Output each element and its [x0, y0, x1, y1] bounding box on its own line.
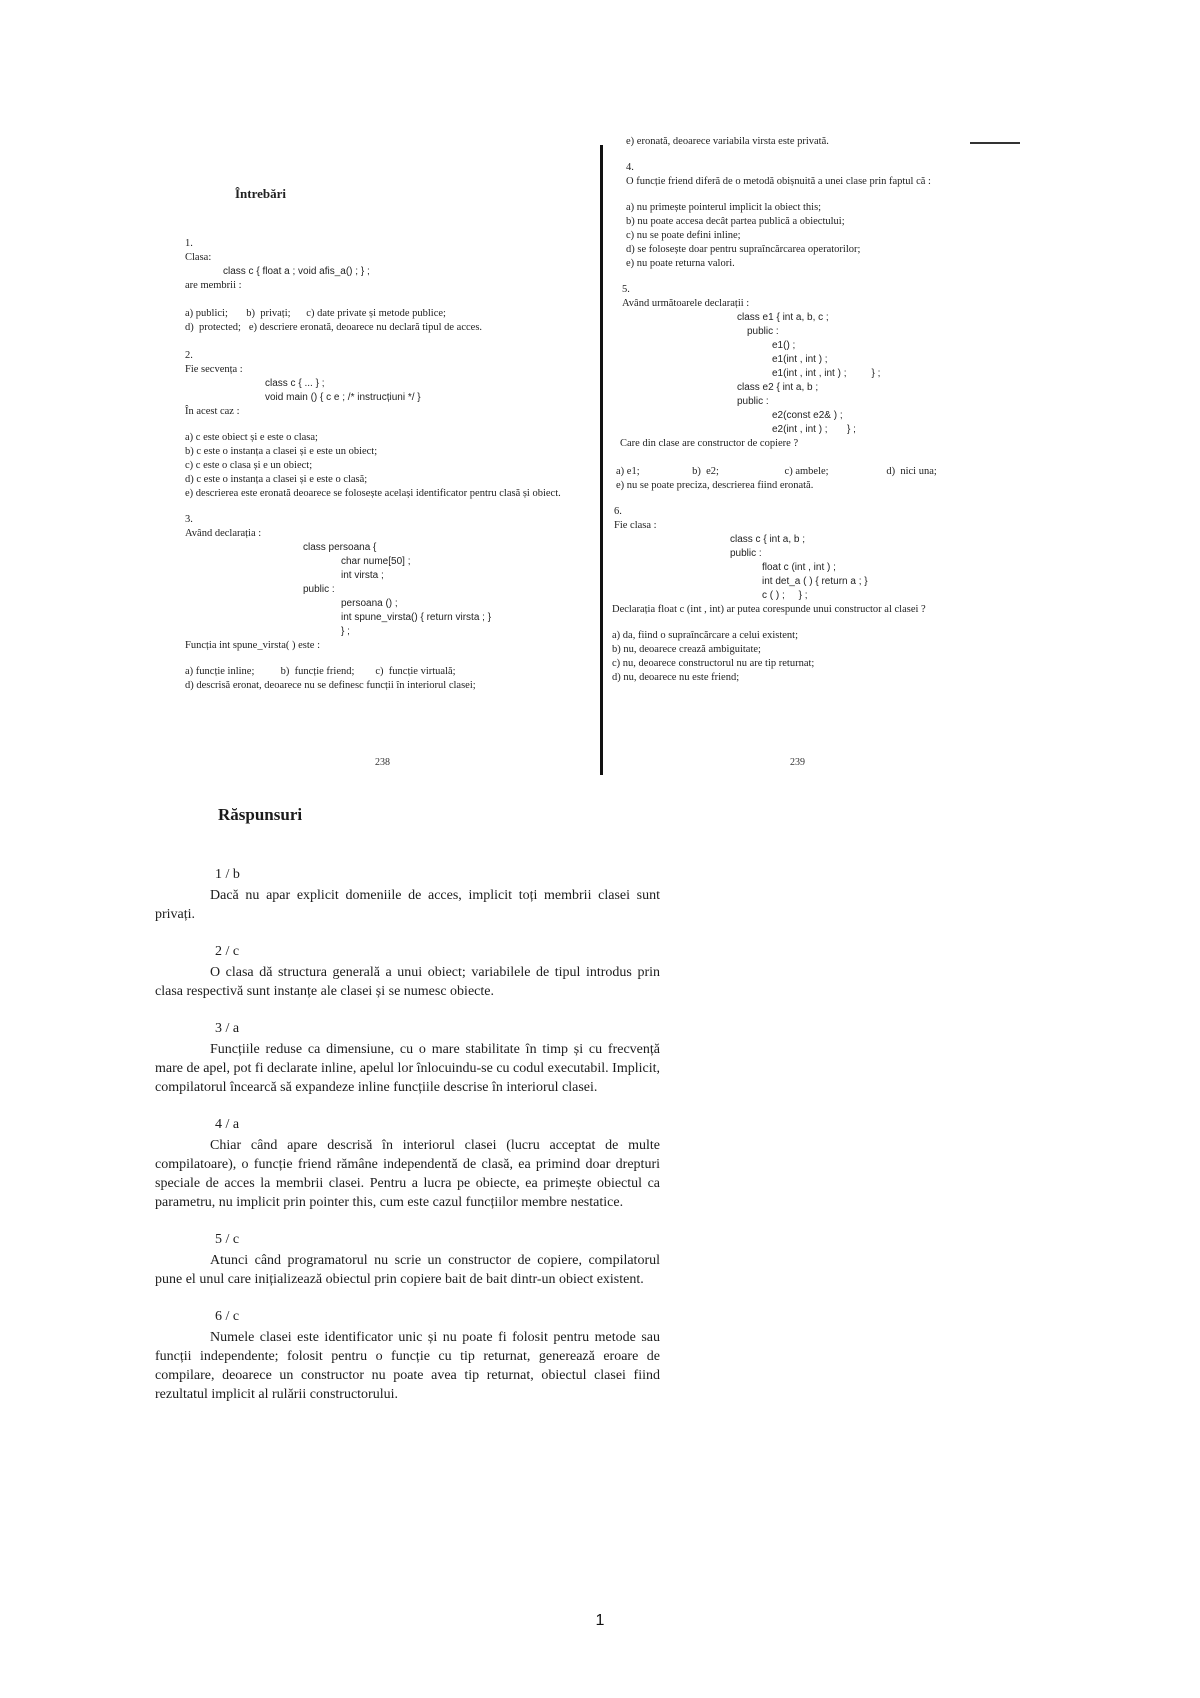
scanned-spread	[150, 135, 1050, 785]
answer-label: 2 / c	[215, 944, 240, 959]
question-4: 4. O funcție friend diferă de o metodă obișnuită a unei clase prin faptul că : a) nu primește pointerul implicit la obiect this; b) nu poate accesa decât partea publică a obiectului; c) nu se poate defini inline; d) se folosește doar pentru supraîncărcarea operatorilor; e) nu poate returna valori.	[626, 162, 931, 269]
left-page	[185, 135, 595, 693]
answer-label: 6 / c	[215, 1309, 240, 1324]
questions-title: Întrebări	[235, 186, 287, 201]
answer-text: Chiar când apare descrisă în interiorul clasei (lucru acceptat de multe compilatoare), o funcție friend rămâne independentă de clasă, ea primind doar drepturi speciale de acces la membrii clasei. Pentru a lucra pe obiecte, ea primește obiectul ca parametru, nu implicit prin pointer this, cum este cazul funcțiilor membre nestatice.	[155, 1138, 660, 1210]
answer-item	[155, 1307, 660, 1404]
page-number-right: 239	[790, 757, 805, 768]
answer-text: O clasa dă structura generală a unui obiect; variabilele de tipul introdus prin clasa respectivă sunt instanțe ale clasei și se numesc obiecte.	[155, 965, 660, 999]
answer-item	[155, 1115, 660, 1212]
answer-item	[155, 865, 660, 924]
question-1: 1. Clasa: class c { float a ; void afis_a() ; } ; are membrii : a) publici; b) privați; c) date private și metode publice; d) protected; e) descriere eronată, deoarece nu declară tipul de acces.	[185, 238, 483, 333]
question-6: 6. Fie clasa : class c { int a, b ; public : float c (int , int ) ; int det_a ( ) { return a ; } c ( ) ; } ; Declarația float c (int , int) ar putea corespunde unui constructor al clasei ? a) da, fiind o supraîncărcare a celui existent; b) nu, deoarece crează ambiguitate; c) nu, deoarece constructorul nu are tip returnat; d) nu, deoarece nu este friend;	[612, 506, 926, 683]
answer-label: 5 / c	[215, 1232, 240, 1247]
answer-text: Atunci când programatorul nu scrie un constructor de copiere, compilatorul pune el unul care inițializează obiectul prin copiere bait de bait dintr-un obiect existent.	[155, 1253, 660, 1287]
answer-item	[155, 942, 660, 1001]
page-number: 1	[595, 1612, 605, 1629]
page-number-left: 238	[375, 757, 390, 768]
question-5: 5. Având următoarele declarații : class e1 { int a, b, c ; public : e1() ; e1(int , int ) ; e1(int , int , int ) ; } ; class e2 { int a, b ; public : e2(const e2& ) ; e2(int , int ) ; } ; Care din clase are constructor de copiere ? a) e1; b) e2; c) ambele; d) nici una; e) nu se poate preciza, descrierea fiind eronată.	[616, 284, 937, 491]
answer-text: Numele clasei este identificator unic și nu poate fi folosit pentru metode sau funcții independente; folosit pentru o funcție cu tip returnat, generează eroare de compilare, deoarece un constructor nu poate avea tip returnat, obiectul clasei fiind rezultatul implicit al rulării constructorului.	[155, 1330, 660, 1402]
answer-item	[155, 1019, 660, 1097]
answers-title: Răspunsuri	[218, 805, 303, 824]
answer-label: 1 / b	[215, 867, 240, 882]
right-page: e) eronată, deoarece variabila virsta este privată. 4. O funcție friend diferă de o metodă obișnuită a unei clase prin faptul că : a) nu primește pointerul implicit la obiect this; b) nu poate accesa decât partea publică a obiectului; c) nu se poate defini inline; d) se folosește doar pentru supraîncărcarea operatorilor; e) nu poate returna valori. 5. Având următoarele declarații : class e1 { int a, b, c ; public : e1() ; e1(int , int ) ; e1(int , int , int ) ; } ; class e2 { int a, b ; public : e2(const e2& ) ; e2(int , int ) ; } ; Care din clase are constructor de copiere ? a) e1; b) e2; c) ambele; d) nici una; e) nu se poate preciza, descrierea fiind eronată. 6. Fie clasa : class c { int a, b ; public : float c (int , int ) ; int det_a ( ) { return a ; } c ( ) ; } ; Declarația float c (int , int) ar putea corespunde unui constructor al clasei ? a) da, fiind o supraîncărcare a celui existent; b) nu, deoarece crează ambiguitate; c) nu, deoarece constructorul nu are tip returnat; d) nu, deoarece nu este friend;	[612, 135, 1032, 685]
answer-text: Funcțiile reduse ca dimensiune, cu o mare stabilitate în timp și cu frecvență mare de apel, pot fi declarate inline, apelul lor înlocuindu-se cu codul executabil. Implicit, compilatorul încearcă să expandeze inline funcțiile descrise în interiorul clasei.	[155, 1042, 660, 1095]
book-spine	[600, 145, 603, 775]
answers-list	[155, 865, 660, 1422]
answer-item	[155, 1230, 660, 1289]
question-2: 2. Fie secvența : class c { ... } ; void main () { c e ; /* instrucțiuni */ } În acest caz : a) c este obiect și e este o clasa; b) c este o instanța a clasei și e este un obiect; c) c este o clasa și e un obiect; d) c este o instanța a clasei și e este o clasă; e) descrierea este eronată deoarece se folosește același identificator pentru clasă și obiect.	[185, 350, 561, 499]
answer-label: 4 / a	[215, 1117, 240, 1132]
question-3: 3. Având declarația : class persoana { char nume[50] ; int virsta ; public : persoana () ; int spune_virsta() { return virsta ; } } ; Funcția int spune_virsta( ) este : a) funcție inline; b) funcție friend; c) funcție virtuală; d) descrisă eronat, deoarece nu se definesc funcții în interiorul clasei;	[185, 514, 492, 691]
answer-text: Dacă nu apar explicit domeniile de acces, implicit toți membrii clasei sunt privați.	[155, 888, 660, 922]
answer-label: 3 / a	[215, 1021, 240, 1036]
